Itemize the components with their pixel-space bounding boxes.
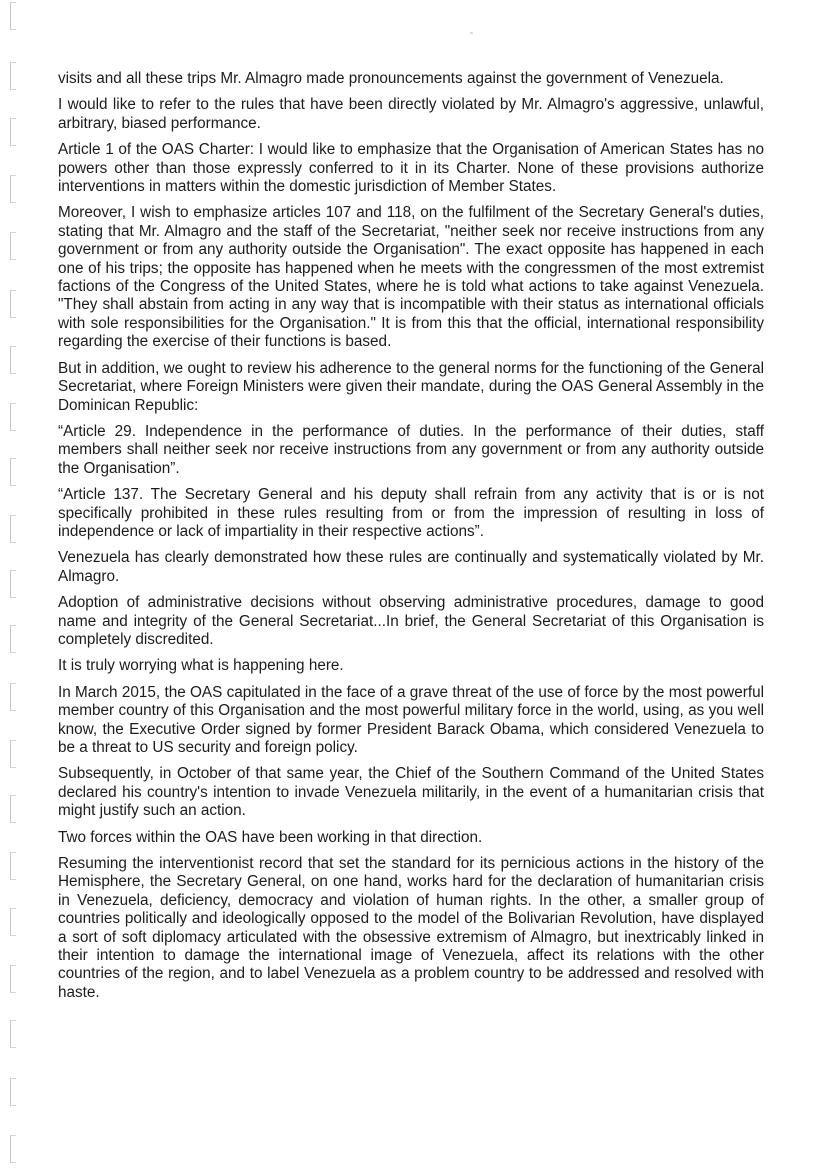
binding-mark	[10, 908, 16, 936]
binding-mark	[10, 458, 16, 486]
paragraph: Article 1 of the OAS Charter: I would like to emphasize that the Organisation of American States has no powers other than those expressly conferred to it in its Charter. None of these provisions authorize interventions in matters within the domestic jurisdiction of Member States.	[58, 141, 764, 196]
paragraph: But in addition, we ought to review his adherence to the general norms for the functioning of the General Secretariat, where Foreign Ministers were given their mandate, during the OAS General Assembly in the Dominican Republic:	[58, 359, 764, 414]
binding-mark	[10, 1020, 16, 1048]
binding-mark	[10, 965, 16, 993]
binding-hole-marks	[10, 0, 24, 1169]
binding-mark	[10, 1078, 16, 1106]
binding-mark	[10, 1135, 16, 1163]
binding-mark	[10, 346, 16, 374]
binding-mark	[10, 515, 16, 543]
binding-mark	[10, 2, 16, 30]
binding-mark	[10, 625, 16, 653]
binding-mark	[10, 795, 16, 823]
paragraph: Subsequently, in October of that same year, the Chief of the Southern Command of the United States declared his country's intention to invade Venezuela militarily, in the event of a humanitarian crisis that might justify such an action.	[58, 765, 764, 820]
paragraph: Venezuela has clearly demonstrated how these rules are continually and systematically violated by Mr. Almagro.	[58, 549, 764, 585]
document-body	[58, 70, 764, 1010]
binding-mark	[10, 232, 16, 260]
paragraph: It is truly worrying what is happening here.	[58, 657, 344, 675]
paragraph: visits and all these trips Mr. Almagro made pronouncements against the government of Venezuela.	[58, 70, 724, 87]
paragraph: Moreover, I wish to emphasize articles 107 and 118, on the fulfilment of the Secretary General's duties, stating that Mr. Almagro and the staff of the Secretariat, "neither seek nor receive instructions from any government or from any authority outside the Organisation". The exact opposite has happened in each one of his trips; the opposite has happened when he meets with the congressmen of the most extremist factions of the Congress of the United States, where he is told what actions to take against Venezuela. "They shall abstain from acting in any way that is incompatible with their status as international officials with sole responsibilities for the Organisation." It is from this that the official, international responsibility regarding the exercise of their functions is based.	[58, 204, 764, 351]
binding-mark	[10, 175, 16, 203]
binding-mark	[10, 403, 16, 431]
binding-mark	[10, 683, 16, 711]
quoted-article-29: “Article 29. Independence in the performance of duties. In the performance of their duties, staff members shall neither seek nor receive instructions from any government or from any authority outside the Organisation”.	[58, 422, 764, 477]
binding-mark	[10, 852, 16, 880]
binding-mark	[10, 570, 16, 598]
binding-mark	[10, 118, 16, 146]
paragraph: Two forces within the OAS have been working in that direction.	[58, 828, 483, 846]
paragraph: I would like to refer to the rules that have been directly violated by Mr. Almagro's aggressive, unlawful, arbitrary, biased performance.	[58, 96, 764, 132]
paragraph: Adoption of administrative decisions without observing administrative procedures, damage to good name and integrity of the General Secretariat...In brief, the General Secretariat of this Organisation is completely discredited.	[58, 594, 764, 648]
binding-mark	[10, 62, 16, 90]
paragraph: Resuming the interventionist record that set the standard for its pernicious actions in the history of the Hemisphere, the Secretary General, on one hand, works hard for the declaration of humanitarian crisis in Venezuela, deficiency, democracy and violation of human rights. In the other, a smaller group of countries politically and ideologically opposed to the model of the Bolivarian Revolution, have displayed a sort of soft diplomacy articulated with the obsessive extremism of Almagro, but inextricably linked in their intention to damage the international image of Venezuela, affect its relations with the other countries of the region, and to label Venezuela as a problem country to be addressed and resolved with haste.	[58, 855, 764, 1001]
binding-mark	[10, 290, 16, 318]
paragraph: In March 2015, the OAS capitulated in the face of a grave threat of the use of force by the most powerful member country of this Organisation and the most powerful military force in the world, using, as you well know, the Executive Order signed by former President Barack Obama, which considered Venezuela to be a threat to US security and foreign policy.	[58, 683, 764, 756]
quoted-article-137: “Article 137. The Secretary General and his deputy shall refrain from any activity that is or is not specifically prohibited in these rules resulting from or from the impression of resulting in loss of independence or lack of impartiality in their respective actions”.	[58, 486, 764, 540]
binding-mark	[10, 740, 16, 768]
scan-speck	[470, 32, 473, 34]
